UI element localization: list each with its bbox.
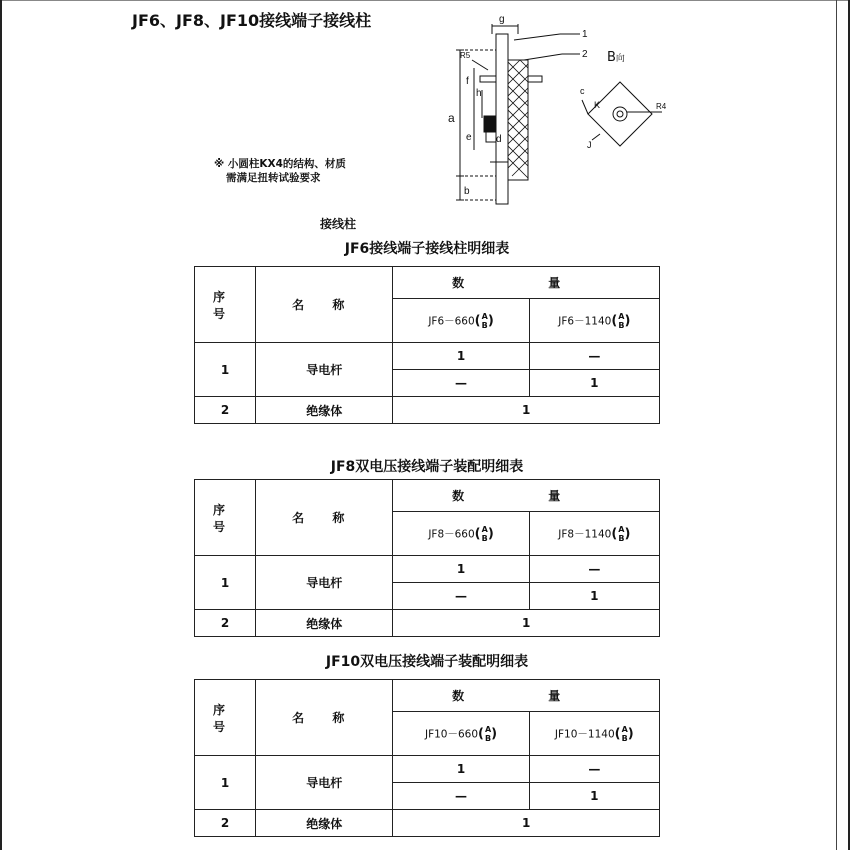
row-1-name: 导电杆	[256, 556, 393, 610]
header-quantity: 数 量	[393, 480, 660, 512]
note-line-1: ※ 小圆柱KX4的结构、材质	[214, 158, 346, 170]
page-frame-inner	[836, 0, 837, 850]
row-1-b-660: —	[393, 583, 529, 610]
page-title: JF6、JF8、JF10接线端子接线柱	[132, 11, 372, 30]
row-1-b-660: —	[393, 783, 529, 810]
bview-r4-label: R4	[656, 102, 667, 111]
header-quantity: 数 量	[393, 680, 660, 712]
note-line-2: 需满足扭转试验要求	[226, 172, 321, 184]
table-3	[194, 679, 660, 837]
drawing-caption: 接线柱	[320, 217, 357, 231]
page-frame-left	[0, 0, 2, 850]
header-model-1140: JF6－1140( A B )	[529, 299, 659, 343]
header-model-660: JF8－660( A B )	[393, 512, 529, 556]
row-1-b-1140: 1	[529, 583, 659, 610]
page-frame-top	[0, 0, 850, 1]
part-2-label: 2	[582, 49, 588, 60]
dim-f-label: f	[466, 76, 469, 87]
header-model-1140: JF8－1140( A B )	[529, 512, 659, 556]
row-2-value: 1	[393, 810, 660, 837]
terminal-post-drawing	[430, 12, 680, 212]
row-1-a-1140: —	[529, 556, 659, 583]
table-1	[194, 266, 660, 424]
dim-h-label: h	[476, 88, 482, 99]
bview-c-label: c	[580, 86, 585, 96]
row-1-a-1140: —	[529, 343, 659, 370]
row-2-no: 2	[195, 810, 256, 837]
row-1-b-660: —	[393, 370, 529, 397]
row-1-no: 1	[195, 556, 256, 610]
table-1-title: JF6接线端子接线柱明细表	[344, 241, 510, 257]
part-1-label: 1	[582, 29, 588, 40]
dim-g-label: g	[499, 14, 505, 25]
header-model-1140: JF10－1140( A B )	[529, 712, 659, 756]
header-quantity: 数 量	[393, 267, 660, 299]
header-name: 名 称	[256, 267, 393, 343]
dim-e-label: e	[466, 132, 472, 143]
row-1-a-1140: —	[529, 756, 659, 783]
r5-label: R5	[460, 51, 471, 60]
table-3-title: JF10双电压接线端子装配明细表	[325, 654, 529, 670]
header-name: 名 称	[256, 480, 393, 556]
row-1-no: 1	[195, 756, 256, 810]
row-1-b-1140: 1	[529, 370, 659, 397]
header-name: 名 称	[256, 680, 393, 756]
header-model-660: JF10－660( A B )	[393, 712, 529, 756]
dim-d-label: d	[496, 134, 502, 145]
dim-b-label: b	[464, 186, 470, 197]
header-no: 序 号	[195, 480, 256, 556]
row-2-name: 绝缘体	[256, 610, 393, 637]
row-1-a-660: 1	[393, 756, 529, 783]
table-2-title: JF8双电压接线端子装配明细表	[330, 459, 524, 475]
row-2-name: 绝缘体	[256, 397, 393, 424]
row-2-value: 1	[393, 397, 660, 424]
row-2-no: 2	[195, 610, 256, 637]
row-1-name: 导电杆	[256, 756, 393, 810]
bview-j-label: J	[587, 140, 592, 150]
bview-k-label: K	[594, 100, 601, 110]
material-note	[214, 157, 346, 185]
row-1-a-660: 1	[393, 343, 529, 370]
row-1-b-1140: 1	[529, 783, 659, 810]
table-2	[194, 479, 660, 637]
row-2-no: 2	[195, 397, 256, 424]
row-2-name: 绝缘体	[256, 810, 393, 837]
row-2-value: 1	[393, 610, 660, 637]
row-1-no: 1	[195, 343, 256, 397]
row-1-a-660: 1	[393, 556, 529, 583]
row-1-name: 导电杆	[256, 343, 393, 397]
header-model-660: JF6－660( A B )	[393, 299, 529, 343]
b-view-label: B向	[607, 50, 625, 65]
header-no: 序 号	[195, 680, 256, 756]
header-no: 序 号	[195, 267, 256, 343]
dim-a-label: a	[448, 111, 455, 125]
